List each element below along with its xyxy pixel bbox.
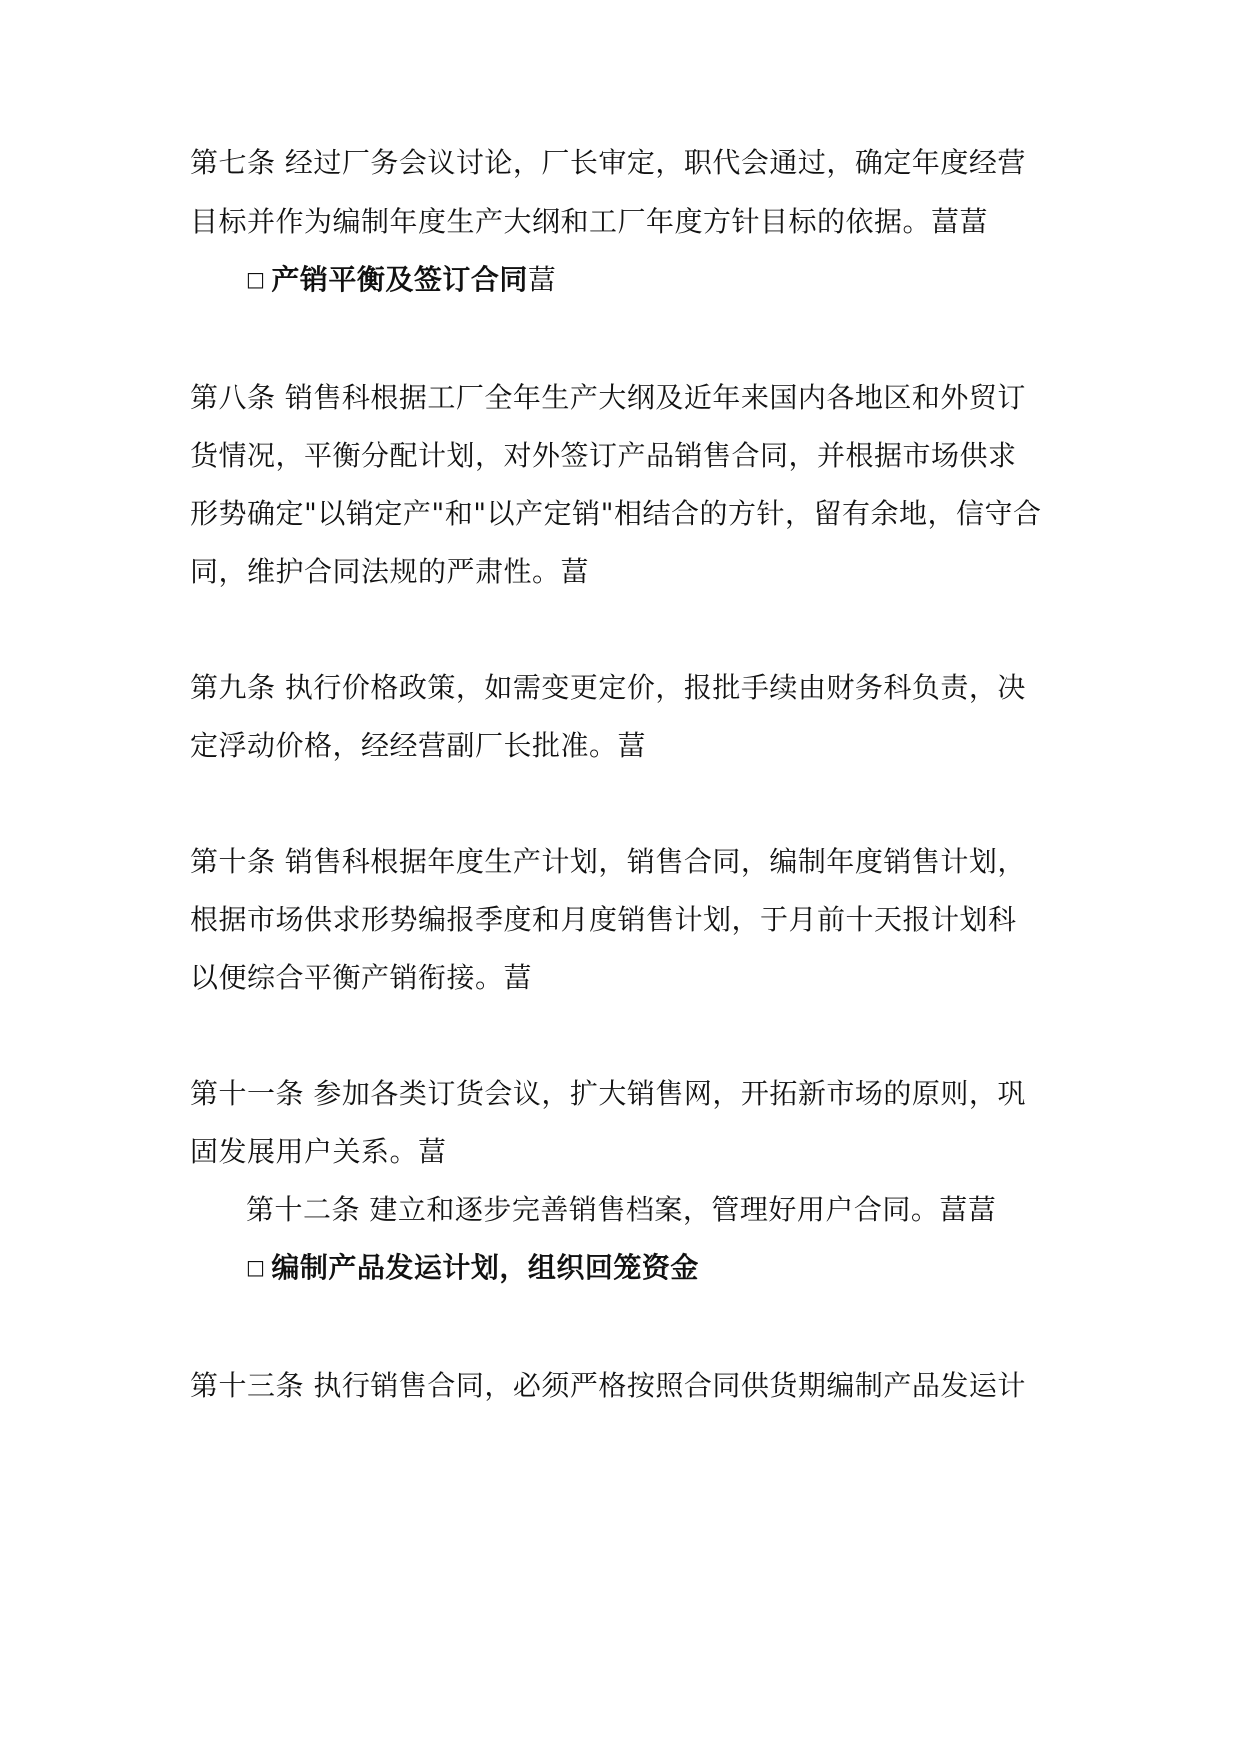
article-9-line-1: 第九条 执行价格政策，如需变更定价，报批手续由财务科负责，决	[190, 671, 1026, 704]
article-8-line-2: 货情况，平衡分配计划，对外签订产品销售合同，并根据市场供求	[190, 439, 1017, 472]
section-heading-text: 产销平衡及签订合同	[271, 263, 528, 296]
article-7-line-1: 第七条 经过厂务会议讨论，厂长审定，职代会通过，确定年度经营	[190, 146, 1026, 179]
article-8-line-1: 第八条 销售科根据工厂全年生产大纲及近年来国内各地区和外贸订	[190, 381, 1026, 414]
section-heading-text: 编制产品发运计划，组织回笼资金	[271, 1251, 699, 1284]
section-heading-sales-balance	[246, 260, 556, 302]
section-heading-suffix: 葍	[527, 263, 557, 296]
article-10-line-3: 以便综合平衡产销衔接。葍	[190, 961, 533, 994]
article-8-line-4: 同，维护合同法规的严肃性。葍	[190, 555, 590, 588]
article-12-line-1: 第十二条 建立和逐步完善销售档案，管理好用户合同。葍葍	[246, 1193, 997, 1226]
article-11-line-2: 固发展用户关系。葍	[190, 1135, 447, 1168]
article-13-line-1: 第十三条 执行销售合同，必须严格按照合同供货期编制产品发运计	[190, 1369, 1026, 1402]
article-9-line-2: 定浮动价格，经经营副厂长批准。葍	[190, 729, 647, 762]
article-10-line-1: 第十条 销售科根据年度生产计划，销售合同，编制年度销售计划，	[190, 845, 1026, 878]
article-10-line-2: 根据市场供求形势编报季度和月度销售计划，于月前十天报计划科	[190, 903, 1017, 936]
checkbox-bullet-icon: □	[246, 267, 266, 291]
section-heading-shipping-plan	[246, 1248, 699, 1290]
article-7-line-2: 目标并作为编制年度生产大纲和工厂年度方针目标的依据。葍葍	[190, 205, 989, 238]
article-8-line-3: 形势确定"以销定产"和"以产定销"相结合的方针，留有余地，信守合	[190, 497, 1042, 530]
article-11-line-1: 第十一条 参加各类订货会议，扩大销售网，开拓新市场的原则，巩	[190, 1077, 1026, 1110]
checkbox-bullet-icon: □	[246, 1255, 266, 1279]
